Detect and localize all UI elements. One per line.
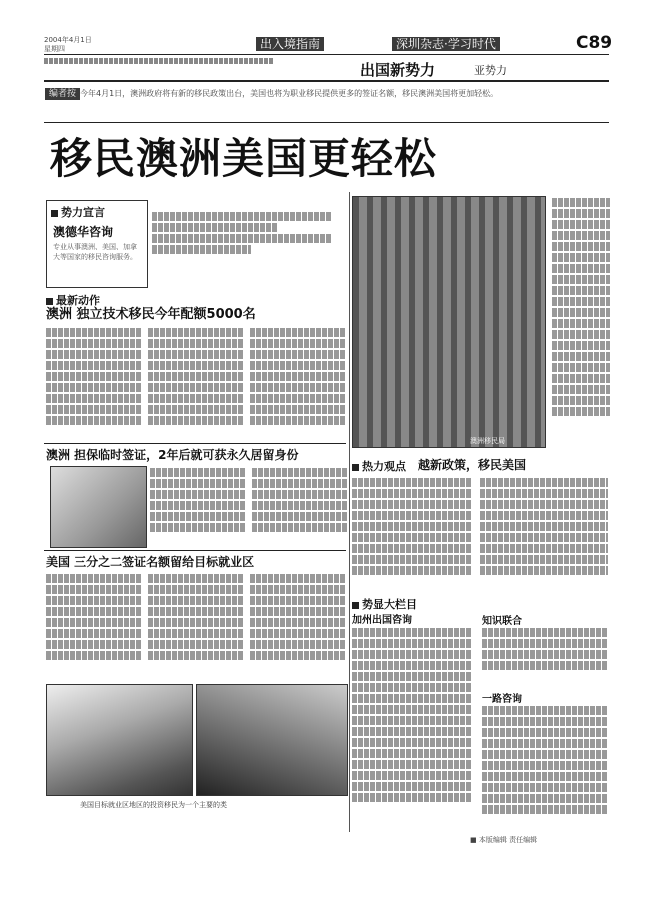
page-number: C89: [576, 33, 613, 53]
center-banner: 出入境指南: [256, 37, 324, 51]
article-3-col-2: [148, 572, 243, 678]
article-3-title: 美国 三分之二签证名额留给目标就业区: [46, 555, 255, 569]
article-1-col-2: [148, 326, 243, 442]
plan-sub-3: 一路咨询: [482, 694, 522, 705]
sidebar-box: [46, 200, 148, 288]
intro-label: 编者按: [45, 88, 80, 100]
footer-credit: ■ 本版编辑 责任编辑: [470, 836, 538, 844]
sidebar-text: 专业从事澳洲、美国、加拿大等国家的移民咨询服务。: [53, 243, 137, 261]
section-latest: 最新动作: [46, 292, 100, 308]
photo-people: [50, 466, 147, 548]
headline: 移民澳洲美国更轻松: [50, 134, 438, 183]
section-plan: 势显大栏目: [352, 596, 417, 612]
masthead-weekday: 星期四: [44, 45, 65, 53]
right-col-text: [552, 196, 610, 446]
intro-text: 今年4月1日，澳洲政府将有新的移民政策出台，美国也将为职业移民提供更多的签证名额，移民澳洲美国将更加轻松。: [80, 89, 499, 98]
masthead-info: [44, 36, 204, 54]
plan-col-2b: [482, 704, 608, 826]
caption-building: 澳洲移民局: [470, 437, 505, 445]
section-tag: 亚势力: [474, 64, 507, 77]
lede-text: [152, 210, 332, 270]
photo-building: [352, 196, 546, 448]
article-1-title: 澳洲 独立技术移民今年配额5000名: [46, 307, 256, 322]
publication-title: 深圳杂志·学习时代: [392, 37, 500, 51]
hot-view-col-2: [480, 476, 608, 586]
plan-col-2a: [482, 626, 608, 682]
plan-sub: 加州出国咨询: [352, 615, 412, 626]
hot-view-col-1: [352, 476, 472, 586]
section-hot-view: 热力观点: [352, 458, 406, 474]
photo-cafe: [196, 684, 348, 796]
photo-street: [46, 684, 193, 796]
plan-col-1: [352, 626, 472, 826]
article-2-col-1: [150, 466, 245, 546]
article-2-col-2: [252, 466, 347, 546]
article-1-col-1: [46, 326, 141, 442]
caption-bottom: 美国目标就业区地区的投资移民为一个主要的类: [80, 801, 227, 809]
hot-view-title: 越新政策，移民美国: [418, 458, 527, 472]
section-logo: 出国新势力: [360, 61, 436, 79]
masthead-date: 2004年4月1日: [44, 36, 92, 44]
plan-sub-2: 知识联合: [482, 616, 522, 627]
article-2-title: 澳洲 担保临时签证，2年后就可获永久居留身份: [46, 448, 299, 462]
contact-line: [44, 58, 284, 67]
article-3-col-1: [46, 572, 141, 678]
sidebar-label: 势力宣言: [61, 206, 105, 219]
sidebar-org: 澳德华咨询: [53, 225, 114, 239]
article-1-col-3: [250, 326, 345, 442]
article-3-col-3: [250, 572, 345, 678]
